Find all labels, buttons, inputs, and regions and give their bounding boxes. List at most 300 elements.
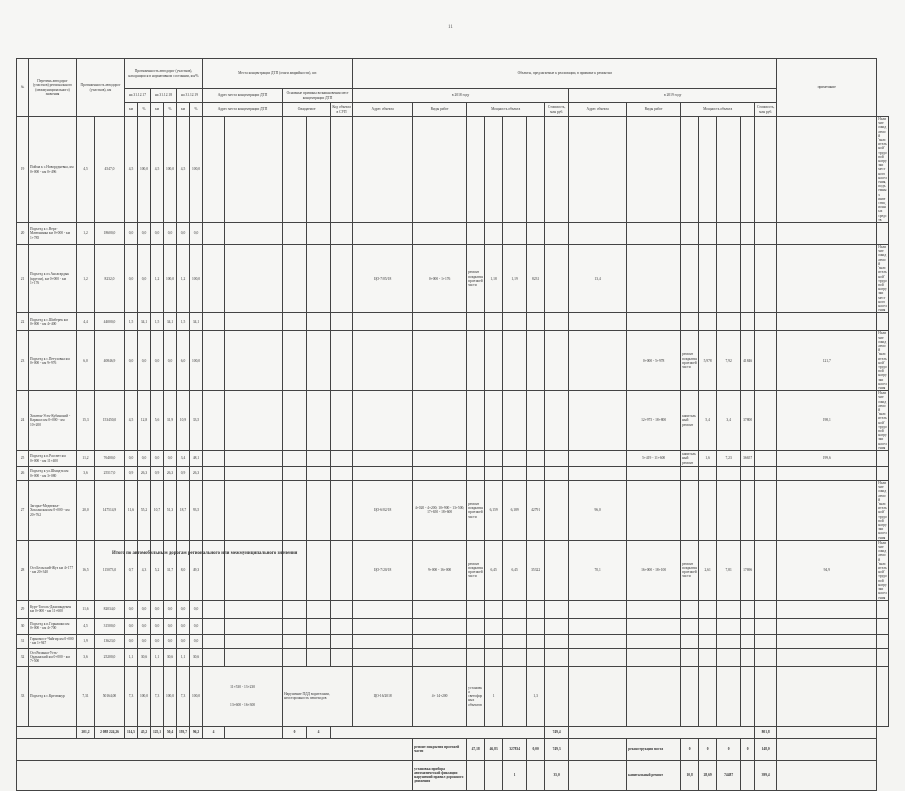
dtp-cell <box>307 391 331 451</box>
road-name: Подъезд к с.Верх-Матюнинка км 0+000 - км 1+785 <box>29 223 77 245</box>
summary-cost-2018: 749,3 <box>545 738 569 760</box>
row-number: 22 <box>17 313 29 331</box>
km-2018: 0,0 <box>151 223 164 245</box>
note: Наличие ожидаемой 'значительной' трудовой нагрузки населения <box>878 331 887 390</box>
dtp-cell <box>331 600 353 618</box>
work-type-2019: ремонт покрытия проезжей части <box>681 331 699 391</box>
length-km: 15,3 <box>77 391 95 451</box>
km-2019: 10,9 <box>177 391 190 451</box>
cost-2018 <box>569 313 627 331</box>
row-number: 26 <box>17 467 29 481</box>
km-2019: 18,7 <box>177 481 190 541</box>
cost-2018 <box>569 666 627 726</box>
length-m: 147514,9 <box>95 481 125 541</box>
size-2019-3 <box>741 648 755 666</box>
total-km-2019: 193,7 <box>177 726 190 738</box>
km-2019: 0,0 <box>177 600 190 618</box>
dtp-cell <box>225 223 283 245</box>
object-address-2018 <box>413 313 467 331</box>
size-2018-3 <box>527 331 545 391</box>
table-row <box>17 245 889 313</box>
size-2018-1 <box>485 331 503 391</box>
km-2019: 3,4 <box>177 451 190 467</box>
header-on-date: Ожидаемое <box>283 103 331 117</box>
size-2018-4 <box>545 666 569 726</box>
dtp-cell <box>331 618 353 634</box>
size-2019-2 <box>717 618 741 634</box>
size-2019-1 <box>699 467 717 481</box>
summary-q4: 0 <box>741 738 755 760</box>
summary-v2 <box>485 760 503 790</box>
size-2019-2 <box>717 481 741 541</box>
length-km: 4,5 <box>77 618 95 634</box>
work-type-2018 <box>467 331 485 391</box>
road-name: Подъезд к п.Рассвет км 0+000 - км 11+400 <box>29 451 77 467</box>
row-number: 30 <box>17 618 29 634</box>
pct-2018: 0,0 <box>164 618 177 634</box>
dtp-addresses <box>203 666 283 726</box>
size-2018-3 <box>527 634 545 648</box>
size-2019-2: 7,92 <box>717 331 741 391</box>
dtp-cell <box>283 467 307 481</box>
object-address-2019 <box>627 648 681 666</box>
object-address-2018 <box>413 467 467 481</box>
header-2019: на 31.12.19 <box>177 89 203 103</box>
size-2019-3 <box>741 634 755 648</box>
dtp-cell <box>225 618 283 634</box>
dtp-cell <box>225 391 283 451</box>
km-2017: 1,5 <box>125 313 138 331</box>
size-2019-2 <box>717 634 741 648</box>
size-2019-2 <box>717 223 741 245</box>
cost-2019: 199,6 <box>777 451 877 467</box>
note <box>877 600 889 618</box>
size-2019-4 <box>755 648 777 666</box>
object-address-2019 <box>627 634 681 648</box>
pct-2018: 100,0 <box>164 666 177 726</box>
pct-2018: 26,3 <box>164 467 177 481</box>
work-type-2018: ремонт покрытия проезжей части <box>467 540 485 600</box>
length-km: 6,0 <box>77 331 95 391</box>
pct-2019: 49,3 <box>190 540 203 600</box>
summary-v3: 1 <box>503 760 527 790</box>
length-km: 4,5 <box>77 117 95 223</box>
length-km: 3,6 <box>77 467 95 481</box>
note <box>877 467 889 481</box>
pct-2019: 0,0 <box>190 634 203 648</box>
pct-2019: 48,1 <box>190 451 203 467</box>
pct-2017: 0,0 <box>138 600 151 618</box>
summary-work-2019: капитальный ремонт <box>627 760 681 790</box>
km-2017: 1,1 <box>125 648 138 666</box>
size-2018-3 <box>527 467 545 481</box>
summary-v1: 47,18 <box>467 738 485 760</box>
pct-2019: 30,6 <box>190 648 203 666</box>
header-dtp-address: Адрес места концентрации ДТП <box>203 89 283 103</box>
cost-2019 <box>777 313 877 331</box>
dtp-cell <box>203 600 225 618</box>
size-2018-2: 1,19 <box>503 245 527 313</box>
km-2017: 4,5 <box>125 117 138 223</box>
dtp-cell <box>283 618 307 634</box>
size-2019-1 <box>699 634 717 648</box>
size-2019-2 <box>717 666 741 726</box>
total-dtp-1: 4 <box>203 726 225 738</box>
summary-q4 <box>741 760 755 790</box>
dtp-cell <box>307 648 331 666</box>
size-2019-1: 1,6 <box>699 451 717 467</box>
size-2018-2 <box>503 600 527 618</box>
dtp-cell <box>331 634 353 648</box>
dtp-cell <box>203 467 225 481</box>
note: Наличие ожидаемой 'значительной' трудовой нагрузки населения <box>878 391 887 450</box>
work-type-2018 <box>467 313 485 331</box>
km-2018: 0,0 <box>151 618 164 634</box>
cost-2018 <box>569 451 627 467</box>
size-2019-3 <box>741 600 755 618</box>
pct-2017: 100,0 <box>138 117 151 223</box>
pct-2019: 100,0 <box>190 331 203 391</box>
work-type-2018: установка светофорных объектов <box>467 666 485 726</box>
size-2018-3 <box>527 648 545 666</box>
total-length-km: 201,2 <box>77 726 95 738</box>
object-address-2019 <box>627 618 681 634</box>
size-2019-3 <box>741 618 755 634</box>
size-2018-2 <box>503 666 527 726</box>
size-2018-4 <box>545 467 569 481</box>
cost-2019 <box>777 245 877 313</box>
header-cost: Стоимость, млн руб. <box>545 103 569 117</box>
size-2019-3 <box>741 117 755 223</box>
pct-2017: 0,0 <box>138 618 151 634</box>
header-row-2 <box>17 89 889 103</box>
pct-2018: 0,0 <box>164 634 177 648</box>
cost-2018: 70,1 <box>569 540 627 600</box>
km-2019: 0,0 <box>177 618 190 634</box>
table-row <box>17 540 889 600</box>
pct-2017: 55,2 <box>138 481 151 541</box>
table-row <box>17 618 889 634</box>
work-type-2018: ремонт покрытия проезжей части <box>467 245 485 313</box>
object-code <box>353 331 413 391</box>
dtp-cell <box>331 540 353 600</box>
pct-2017: 100,0 <box>138 666 151 726</box>
pct-2017: 0,0 <box>138 634 151 648</box>
summary-q1: 0 <box>681 738 699 760</box>
km-2017: 0,0 <box>125 451 138 467</box>
pct-2017: 12,8 <box>138 391 151 451</box>
size-2019-1 <box>699 245 717 313</box>
pct-2019: 26,3 <box>190 467 203 481</box>
table-row <box>17 481 889 541</box>
length-m: 4547,0 <box>95 117 125 223</box>
size-2018-1: 6,159 <box>485 481 503 541</box>
dtp-cell <box>331 223 353 245</box>
size-2018-1 <box>485 467 503 481</box>
note <box>877 618 889 634</box>
row-number: 28 <box>17 540 29 600</box>
length-m: 13623,0 <box>95 634 125 648</box>
size-2018-2 <box>503 313 527 331</box>
pct-2019: 34,1 <box>190 313 203 331</box>
size-2019-4 <box>755 117 777 223</box>
total-pct-2017: 45,2 <box>138 726 151 738</box>
dtp-cell <box>283 540 307 600</box>
km-2018: 0,0 <box>151 600 164 618</box>
pct-2017: 26,3 <box>138 467 151 481</box>
table-row <box>17 313 889 331</box>
object-code <box>353 634 413 648</box>
km-2018: 7,3 <box>151 666 164 726</box>
row-number: 29 <box>17 600 29 618</box>
summary-q3: 0 <box>717 738 741 760</box>
km-2019: 6,0 <box>177 331 190 391</box>
object-address-2019: 16+000 - 18+100 <box>627 540 681 600</box>
length-m: 25200,0 <box>95 648 125 666</box>
totals-empty <box>331 726 545 738</box>
header-length: Протяженность автодорог (участков), км <box>77 59 125 117</box>
size-2019-4 <box>755 618 777 634</box>
dtp-cell <box>225 540 283 600</box>
summary-empty <box>569 760 627 790</box>
dtp-cell <box>203 223 225 245</box>
object-code <box>353 467 413 481</box>
cost-2018 <box>569 648 627 666</box>
length-km: 1,2 <box>77 223 95 245</box>
object-address-2018 <box>413 634 467 648</box>
pct-2019: 0,0 <box>190 223 203 245</box>
header-work-type: Виды работ <box>413 103 467 117</box>
size-2019-3 <box>741 467 755 481</box>
object-address-2018: 4+020 - 4+200; 10+900 - 13+500; 17+650 - 18+600 <box>413 481 467 541</box>
size-2019-3 <box>741 245 755 313</box>
road-name: Ост.Бельский-Жуз км 4+177 - км 20+340 <box>29 540 77 600</box>
work-type-2019 <box>681 245 699 313</box>
km-2018: 0,0 <box>151 331 164 391</box>
dtp-cell <box>225 245 283 313</box>
km-2019: 0,0 <box>177 634 190 648</box>
table-row <box>17 451 889 467</box>
cost-2019 <box>777 618 877 634</box>
dtp-cell <box>331 331 353 391</box>
object-code <box>353 391 413 451</box>
work-type-2019: капитальный ремонт <box>681 451 699 467</box>
size-2018-3 <box>527 223 545 245</box>
size-2018-2 <box>503 451 527 467</box>
work-type-2019 <box>681 223 699 245</box>
dtp-cell <box>225 117 283 223</box>
size-2019-4 <box>755 540 777 600</box>
km-2017: 0,7 <box>125 540 138 600</box>
dtp-cell <box>203 648 225 666</box>
dtp-cell <box>307 634 331 648</box>
road-name: Хоктюн-Усть-Кубинский - Каракол км 0+000 - км 10+200 <box>29 391 77 451</box>
summary-cost-2019: 148,0 <box>755 738 777 760</box>
table-row <box>17 666 889 726</box>
km-2019: 1,5 <box>177 313 190 331</box>
cost-2019 <box>777 600 877 618</box>
km-2018: 5,6 <box>151 391 164 451</box>
dtp-address-2: 13+600 - 16+300 <box>230 703 256 708</box>
km-2019: 0,0 <box>177 223 190 245</box>
cost-2019 <box>777 648 877 666</box>
total-km-2017: 114,5 <box>125 726 138 738</box>
dtp-cell <box>331 451 353 467</box>
size-2018-1 <box>485 391 503 451</box>
km-2019: 4,5 <box>177 117 190 223</box>
object-address-2019 <box>627 467 681 481</box>
size-2019-2: 7,23 <box>717 451 741 467</box>
pct-2019: 100,0 <box>190 245 203 313</box>
road-name: Подъезд к с.Петуховка км 0+000 - км 9+976 <box>29 331 77 391</box>
road-name: Подъезд к ул.Шмидта км 0+000 - км 3+080 <box>29 467 77 481</box>
row-number: 24 <box>17 391 29 451</box>
size-2018-3 <box>527 313 545 331</box>
summary-empty <box>17 738 413 760</box>
size-2018-3 <box>527 618 545 634</box>
size-2018-1 <box>485 634 503 648</box>
pct-2019: 0,0 <box>190 600 203 618</box>
length-m: 76400,0 <box>95 451 125 467</box>
summary-v2: 46,83 <box>485 738 503 760</box>
header-2017: на 31.12.17 <box>125 89 151 103</box>
header-y2018: в 2018 году <box>353 89 569 103</box>
header-row <box>17 59 889 89</box>
table-row <box>17 331 889 391</box>
length-m: 153450,0 <box>95 391 125 451</box>
road-name: Курт-Тоголь-Джилиндекен км 0+000 - км 11+600 <box>29 600 77 618</box>
dtp-cell <box>331 313 353 331</box>
work-type-2019 <box>681 467 699 481</box>
note <box>877 223 889 245</box>
size-2019-4 <box>755 223 777 245</box>
pct-2017: 0,0 <box>138 223 151 245</box>
size-2019-4 <box>755 467 777 481</box>
object-address-2019 <box>627 481 681 541</box>
length-km: 11,2 <box>77 451 95 467</box>
summary-v4 <box>527 760 545 790</box>
cost-2019: 121,7 <box>777 331 877 391</box>
size-2018-3: 35322 <box>527 540 545 600</box>
km-2018: 10,7 <box>151 481 164 541</box>
road-name: Загорье-Медвежье-Хоксанская км 0+000 - км 20+762 <box>29 481 77 541</box>
table-row <box>17 223 889 245</box>
object-code <box>353 313 413 331</box>
size-2019-4 <box>755 481 777 541</box>
total-dtp-3: 4 <box>307 726 331 738</box>
summary-v1 <box>467 760 485 790</box>
pct-2018: 0,0 <box>164 223 177 245</box>
size-2018-1: 1,18 <box>485 245 503 313</box>
object-address-2019 <box>627 223 681 245</box>
size-2018-1 <box>485 223 503 245</box>
work-type-2019: ремонт покрытия проезжей части <box>681 540 699 600</box>
note <box>877 634 889 648</box>
summary-cost-2018: 35,0 <box>545 760 569 790</box>
road-name: Подъезд к оз.Ансагардык (кругом), км 0+000 - км 1+176 <box>29 245 77 313</box>
road-objects-table <box>16 58 889 791</box>
object-address-2019: 0+000 - 5+978 <box>627 331 681 391</box>
size-2018-2 <box>503 467 527 481</box>
dtp-cell <box>225 451 283 467</box>
size-2019-4 <box>755 331 777 391</box>
object-address-2019: 5+419 - 11+600 <box>627 451 681 467</box>
row-number: 32 <box>17 648 29 666</box>
cost-2019: 94,9 <box>777 540 877 600</box>
header-km: км <box>151 103 164 117</box>
length-m: 50164,00 <box>95 666 125 726</box>
km-2017: 0,9 <box>125 467 138 481</box>
size-2019-1 <box>699 648 717 666</box>
pct-2018: 0,0 <box>164 331 177 391</box>
km-2017: 0,0 <box>125 600 138 618</box>
size-2018-2 <box>503 618 527 634</box>
dtp-cell <box>225 481 283 541</box>
size-2019-2 <box>717 117 741 223</box>
object-address-2018: 0+000 - 1+176 <box>413 245 467 313</box>
header-dtp-addr-2: Адрес места концентрации ДТП <box>203 103 283 117</box>
work-type-2019 <box>681 313 699 331</box>
work-type-2019: капитальный ремонт <box>681 391 699 451</box>
header-object-size: Мощность объекта <box>467 103 545 117</box>
km-2019: 1,1 <box>177 648 190 666</box>
km-2019: 8,0 <box>177 540 190 600</box>
length-m: 115073,0 <box>95 540 125 600</box>
size-2019-4 <box>755 600 777 618</box>
km-2018: 4,5 <box>151 117 164 223</box>
pct-2017: 34,1 <box>138 313 151 331</box>
km-2018: 1,5 <box>151 313 164 331</box>
cost-2019 <box>777 634 877 648</box>
size-2018-1 <box>485 648 503 666</box>
size-2018-1 <box>485 313 503 331</box>
object-code: ЦО-7/20/18 <box>353 540 413 600</box>
object-code <box>353 451 413 467</box>
header-2018: на 31.12.18 <box>151 89 177 103</box>
size-2019-4 <box>755 666 777 726</box>
header-row-3 <box>17 103 889 117</box>
length-m: 44000,0 <box>95 313 125 331</box>
pct-2017: 0,0 <box>138 331 151 391</box>
size-2019-4 <box>755 391 777 451</box>
length-m: 8232,0 <box>95 245 125 313</box>
dtp-cell <box>331 648 353 666</box>
length-km: 7,31 <box>77 666 95 726</box>
dtp-cell <box>307 467 331 481</box>
size-2018-2 <box>503 223 527 245</box>
length-km: 4,4 <box>77 313 95 331</box>
pct-2019: 100,0 <box>190 666 203 726</box>
pct-2019: 33,5 <box>190 391 203 451</box>
object-address-2018 <box>413 600 467 618</box>
size-2019-3: 36657 <box>741 451 755 467</box>
pct-2018: 31,7 <box>164 540 177 600</box>
note <box>877 648 889 666</box>
summary-row <box>17 760 889 790</box>
size-2019-1: 5,4 <box>699 391 717 451</box>
dtp-cell <box>203 540 225 600</box>
row-number: 20 <box>17 223 29 245</box>
pct-2018: 34,1 <box>164 313 177 331</box>
object-address-2018: 4+ 14+200 <box>413 666 467 726</box>
note <box>877 451 889 467</box>
row-number: 25 <box>17 451 29 467</box>
object-code <box>353 117 413 223</box>
size-2019-1 <box>699 223 717 245</box>
km-2018: 0,0 <box>151 451 164 467</box>
work-type-2018 <box>467 467 485 481</box>
size-2018-3: 8231 <box>527 245 545 313</box>
